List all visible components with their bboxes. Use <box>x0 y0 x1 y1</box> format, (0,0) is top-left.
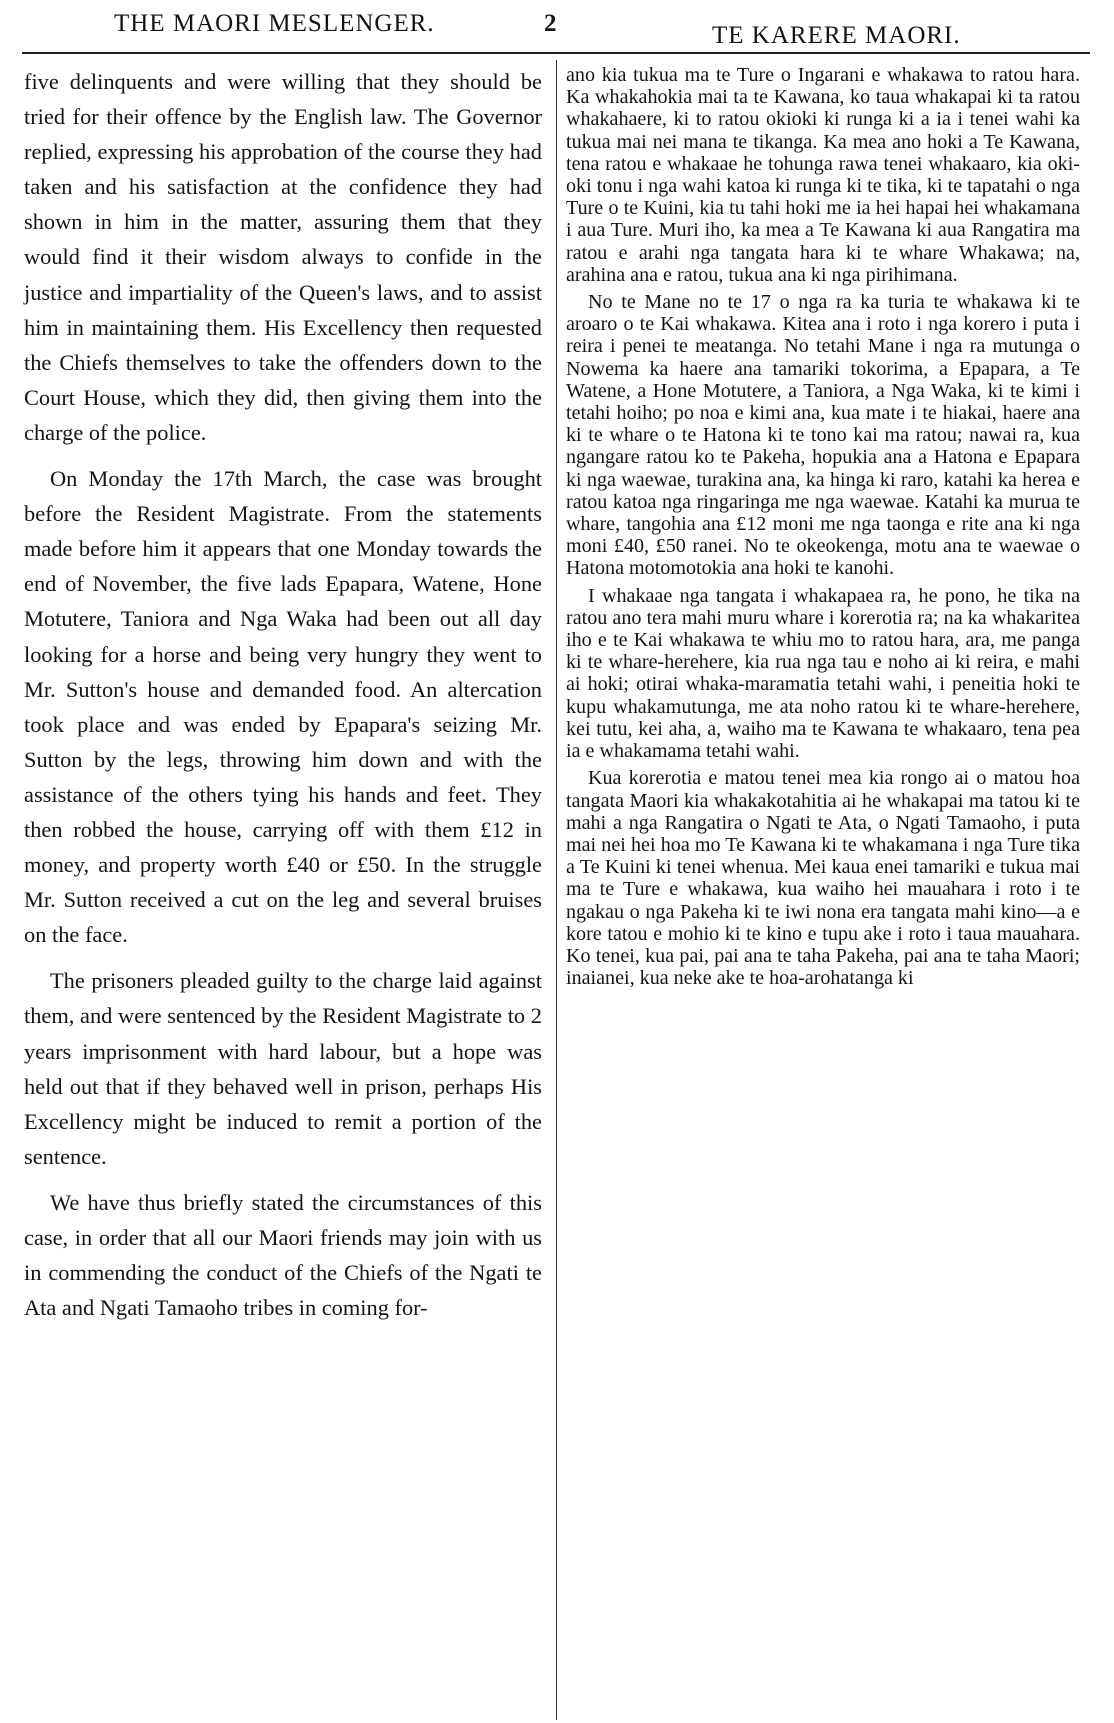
english-paragraph: five delinquents and were willing that they should be tried for their offence by the English law. The Governor replied, expressing his approbation of the course they had taken and his satisfaction at the confidence they had shown in him in the matter, assuring them that they would find it their wisdom always to confide in the justice and impartiality of the Queen's laws, and to assist him in maintaining them. His Excellency then requested the Chiefs themselves to take the offenders down to the Court House, which they did, then giving them into the charge of the police. <box>24 69 542 445</box>
english-column <box>24 64 542 1325</box>
english-masthead: THE MAORI MESLENGER. <box>114 10 435 37</box>
page-number: 2 <box>544 10 558 37</box>
maori-masthead: TE KARERE MAORI. <box>712 22 961 49</box>
english-paragraph: We have thus briefly stated the circumstances of this case, in order that all our Maori friends may join with us in commending the conduct of the Chiefs of the Ngati te Ata and Ngati Tamaoho tribes in coming for- <box>24 1189 542 1321</box>
english-paragraph: On Monday the 17th March, the case was brought before the Resident Magistrate. From the statements made before him it appears that one Monday towards the end of November, the five lads Epapara, Watene, Hone Motutere, Taniora and Nga Waka had been out all day looking for a horse and being very hungry they went to Mr. Sutton's house and demanded food. An altercation took place and was ended by Epapara's seizing Mr. Sutton by the legs, throwing him down and with the assistance of the others tying his hands and feet. They then robbed the house, carrying off with them £12 in money, and property worth £40 or £50. In the struggle Mr. Sutton received a cut on the leg and several bruises on the face. <box>24 466 542 948</box>
english-paragraph: The prisoners pleaded guilty to the charge laid against them, and were sentenced by the Resident Magistrate to 2 years imprisonment with hard labour, but a hope was held out that if they behaved well in prison, perhaps His Excellency might be induced to remit a portion of the sentence. <box>24 968 542 1169</box>
maori-paragraph: No te Mane no te 17 o nga ra ka turia te whakawa ki te aroaro o te Kai whakawa. Kitea ana i roto i nga korero i puta i reira i penei te meatanga. No tetahi Mane i nga ra mutunga o Nowema ka haere ana tamariki tokorima, a Epapara, a Te Watene, a Hone Motutere, a Taniora, a Nga Waka, ki te kimi i tetahi hoiho; po noa e kimi ana, kua mate i te hiakai, haere ana ki te whare o te Hatona ki te tono kai ma ratou; nawai ra, kua ngangare ratou ko te Pakeha, hopukia ana a Hatona e Epapara ki nga waewae, turakina ana, ka hinga ki raro, katahi ka herea e ratou katoa nga ringaringa me nga waewae. Katahi ka murua te whare, tangohia ana £12 moni me nga taonga e rite ana ki nga moni £40, £50 ranei. No te okeokenga, motu ana te waewae o Hatona motomotokia ana hoki te kanohi. <box>566 291 1080 580</box>
maori-paragraph: Kua korerotia e matou tenei mea kia rongo ai o matou hoa tangata Maori kia whakakotahitia ai he whakapai ma tatou ki te mahi a nga Rangatira o Ngati te Ata, o Ngati Tamaoho, i puta mai nei hei hoa mo Te Kawana ki te whakamana i nga Ture tika a Te Kuini ki tenei whenua. Mei kaua enei tamariki e tukua mai ma te Ture e whakawa, kua waiho hei mauahara i roto i te ngakau o nga Pakeha ki te iwi nona era tangata mahi kino—a e kore tatou e mohio ki te kino e tupu ake i roto i taua mauahara. Ko tenei, kua pai, pai ana te taha Pakeha, pai ana te taha Maori; inaianei, kua neke ake te hoa-arohatanga ki <box>566 767 1080 990</box>
maori-paragraph: I whakaae nga tangata i whakapaea ra, he pono, he tika na ratou ano tera mahi muru whare i korerotia ra; na ka whakaritea iho e te Kai whakawa te whiu mo to ratou hara, ara, me panga ki te whare-herehere, kia rua nga tau e noho ai ki reira, e mahi ai hoki; otirai whaka-maramatia tetahi wahi, i peneitia hoki te kupu whakamutunga, me ata noho ratou ki te whare-herehere, kei tutu, kei aha, a, waiho ma te Kawana te whakaaro, tena pea ia e whakamama tetahi wahi. <box>566 584 1080 763</box>
column-divider <box>556 60 557 1720</box>
maori-paragraph: ano kia tukua ma te Ture o Ingarani e whakawa to ratou hara. Ka whakahokia mai ta te Kawana, ko taua whakapai ki ta ratou whakahaere, ki to ratou okioki ki runga ki a ia i tenei wahi ka tukua mai nei mana te tikanga. Ka mea ano hoki a Te Kawana, tena ratou e whakaae he tohunga rawa tenei whakaaro, kia oki-oki tonu i nga wahi katoa ki runga ki te tika, ki te tapatahi o nga Ture o te Kuini, kia tu tahi hoki me ia hei hapai hei whakamana i aua Ture. Muri iho, ka mea a Te Kawana ki aua Rangatira ma ratou e arahi nga tangata hara ki te whare Whakawa; na, arahina ana e ratou, tukua ana ki nga pirihimana. <box>566 64 1080 286</box>
maori-column <box>566 64 1080 989</box>
header-rule <box>22 52 1090 54</box>
page-header <box>22 0 1092 52</box>
